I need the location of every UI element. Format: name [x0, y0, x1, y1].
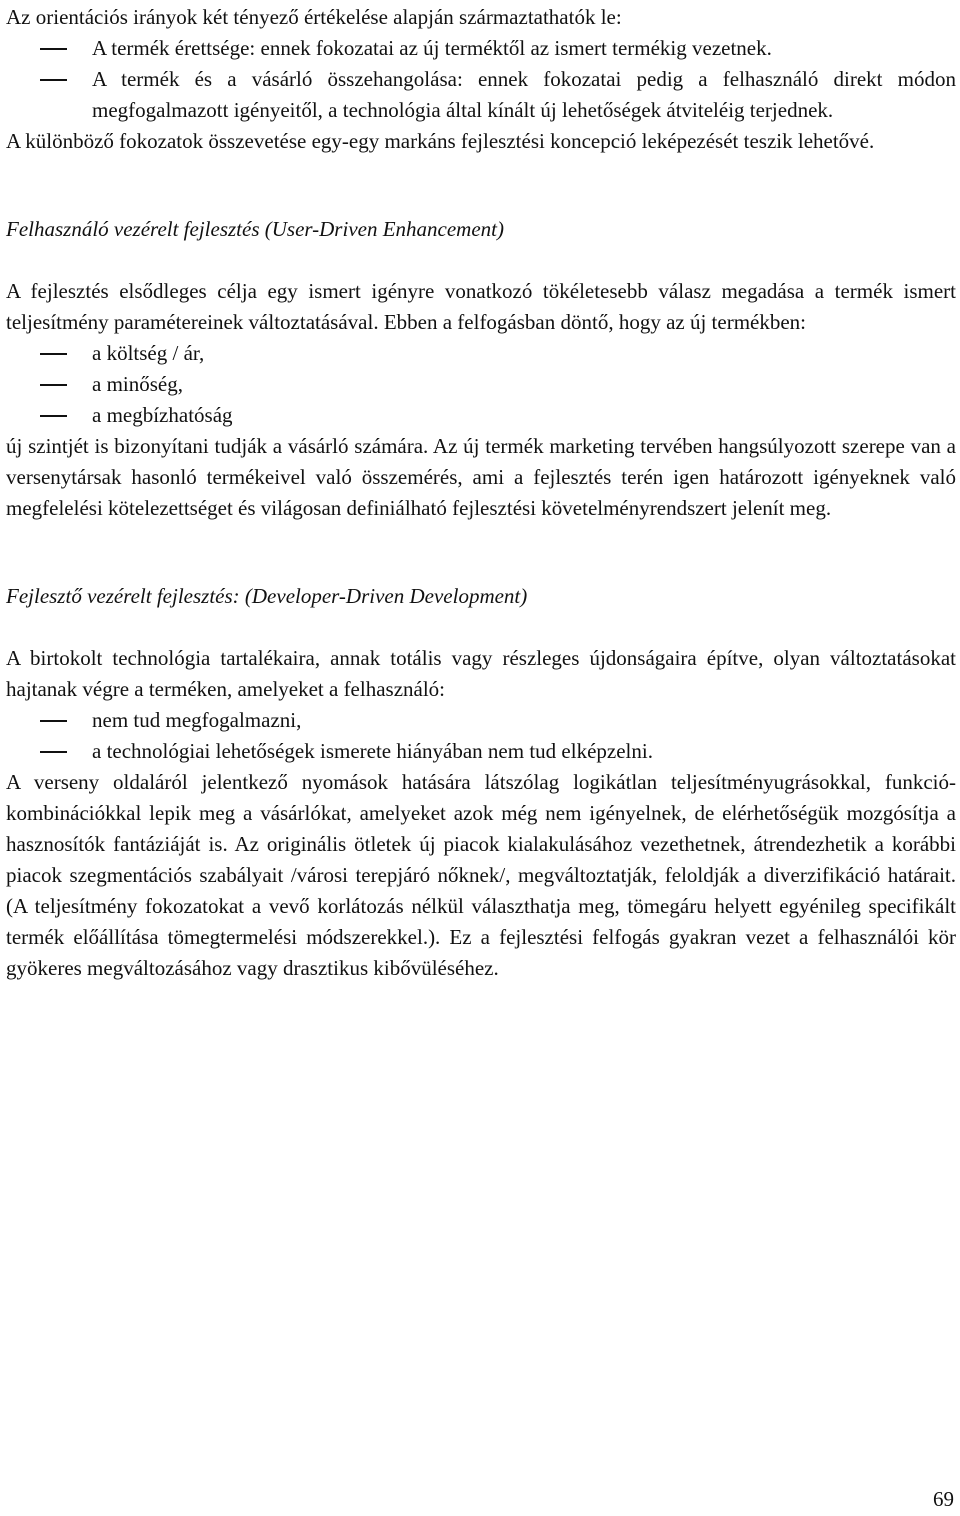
list-item [6, 705, 956, 736]
dash-bullet-icon [40, 384, 67, 386]
list-item-text: a minőség, [92, 372, 183, 396]
dash-bullet-icon [40, 415, 67, 417]
user-driven-closing-paragraph: új szintjét is bizonyítani tudják a vásárló számára. Az új termék marketing tervében hangsúlyozott szerepe van a versenytársak hasonló termékeivel való összemérés, ami a fejlesztés terén igen határozott igényeknek való megfelelési kötelezettséget és világosan definiálható fejlesztési követelményrendszert jelenít meg. [6, 434, 956, 520]
intro-closing-paragraph: A különböző fokozatok összevetése egy-egy markáns fejlesztési koncepció leképezését teszik lehetővé. [6, 129, 875, 153]
dash-bullet-icon [40, 79, 67, 81]
user-driven-paragraph: A fejlesztés elsődleges célja egy ismert igényre vonatkozó tökéletesebb válasz megadása a termék ismert teljesítmény paramétereinek változtatásával. Ebben a felfogásban döntő, hogy az új termékben: [6, 279, 956, 334]
dash-bullet-icon [40, 48, 67, 50]
section-heading-developer-driven: Fejlesztő vezérelt fejlesztés: (Developer-Driven Development) [6, 584, 528, 608]
user-driven-list [6, 338, 956, 431]
section-heading-user-driven: Felhasználó vezérelt fejlesztés (User-Driven Enhancement) [6, 217, 504, 241]
list-item [6, 369, 956, 400]
list-item-text: a költség / ár, [92, 341, 205, 365]
list-item [6, 33, 956, 64]
page-number: 69 [933, 1487, 954, 1511]
list-item-text: A termék és a vásárló összehangolása: ennek fokozatai pedig a felhasználó direkt módon megfogalmazott igényeitől, a technológia által kínált új lehetőségek átviteléig terjednek. [92, 67, 956, 122]
list-item-text: a technológiai lehetőségek ismerete hiányában nem tud elképzelni. [92, 739, 653, 763]
list-item [6, 736, 956, 767]
list-item [6, 338, 956, 369]
list-item-text: A termék érettsége: ennek fokozatai az új terméktől az ismert termékig vezetnek. [92, 36, 772, 60]
developer-driven-list [6, 705, 956, 767]
dash-bullet-icon [40, 720, 67, 722]
intro-list [6, 33, 956, 126]
list-item-text: nem tud megfogalmazni, [92, 708, 302, 732]
developer-driven-closing-paragraph: A verseny oldaláról jelentkező nyomások hatására látszólag logikátlan teljesítményugrásokkal, funkció-kombinációkkal lepik meg a vásárlókat, amelyeket azok még nem igényelnek, de elérhetőségük mozgósítja a hasznosítók fantáziáját is. Az originális ötletek új piacok kialakulásához vezethetnek, átrendezhetik a korábbi piacok szegmentációs szabályait /városi terepjáró nőknek/, megváltoztatják, feloldják a diverzifikáció határait. (A teljesítmény fokozatokat a vevő korlátozás nélkül választhatja meg, tömegáru helyett egyénileg specifikált termék előállítása tömegtermelési módszerekkel.). Ez a fejlesztési felfogás gyakran vezet a felhasználói kör gyökeres megváltozásához vagy drasztikus kibővüléséhez. [6, 770, 956, 980]
dash-bullet-icon [40, 353, 67, 355]
dash-bullet-icon [40, 751, 67, 753]
list-item-text: a megbízhatóság [92, 403, 233, 427]
list-item [6, 400, 956, 431]
intro-paragraph: Az orientációs irányok két tényező értékelése alapján származtathatók le: [6, 5, 622, 29]
document-page [6, 2, 956, 984]
list-item [6, 64, 956, 126]
developer-driven-paragraph: A birtokolt technológia tartalékaira, annak totális vagy részleges újdonságaira építve, olyan változtatásokat hajtanak végre a terméken, amelyeket a felhasználó: [6, 646, 956, 701]
